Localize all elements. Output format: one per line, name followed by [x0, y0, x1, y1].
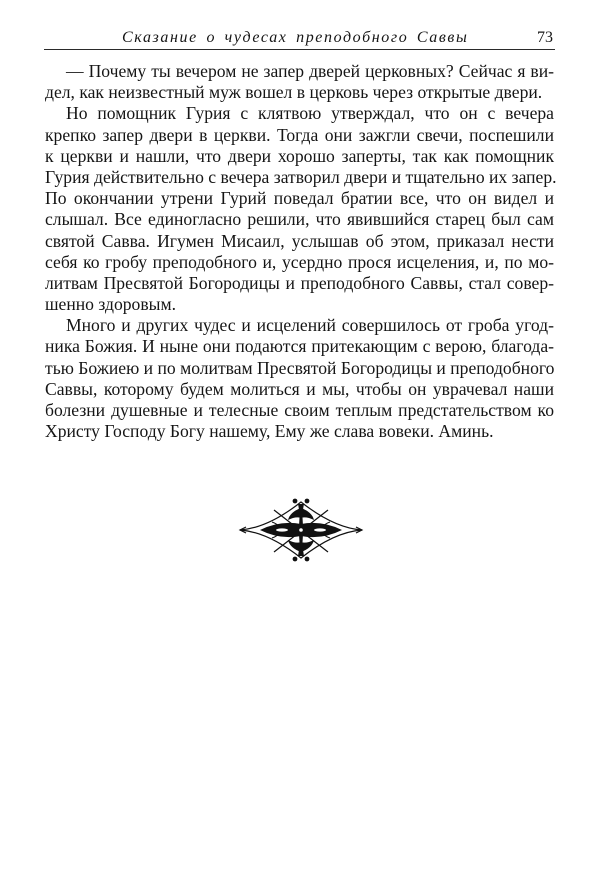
- text-line: — Почему ты вечером не запер дверей церковных? Сейчас я ви-: [66, 61, 554, 81]
- body-text: [45, 61, 557, 442]
- text-line: себя ко гробу преподобного и, усердно прося исцеления, и, по мо-: [45, 251, 554, 272]
- text-line: Саввы, которому будем молиться и мы, чтобы он уврачевал наши: [45, 378, 554, 399]
- text-line: литвам Пресвятой Богородицы и преподобного Саввы, стал совер-: [45, 272, 554, 293]
- page-number: 73: [537, 29, 553, 46]
- running-header: [44, 26, 555, 50]
- text-line: Гурия действительно с вечера затворил двери и тщательно их запер.: [45, 166, 557, 187]
- text-line: ника Божия. И ныне они подаются притекающим с верою, благода-: [45, 336, 554, 357]
- text-line: святой Савва. Игумен Мисаил, услышав об этом, приказал нести: [45, 230, 554, 251]
- text-line: Много и других чудес и исцелений совершилось от гроба угод-: [66, 315, 554, 336]
- text-line: Но помощник Гурия с клятвою утверждал, что он с вечера: [66, 103, 554, 124]
- text-line: к церкви и нашли, что двери хорошо заперты, так как помощник: [45, 145, 554, 166]
- text-line: тью Божиею и по молитвам Пресвятой Богородицы и преподобного: [45, 357, 555, 378]
- text-line: шенно здоровым.: [45, 294, 177, 315]
- text-line: болезни душевные и телесные своим теплым предстательством ко: [45, 400, 554, 420]
- text-line: слышал. Все единогласно решили, что явившийся старец был сам: [45, 209, 554, 230]
- text-line: дел, как неизвестный муж вошел в церковь через открытые двери.: [45, 82, 543, 103]
- text-line: Христу Господу Богу нашему, Ему же слава вовеки. Аминь.: [45, 421, 494, 442]
- text-line: По окончании утрени Гурий поведал братии все, что он видел и: [45, 188, 554, 209]
- text-line: крепко запер двери в церкви. Тогда они зажгли свечи, поспешили: [45, 124, 554, 145]
- floral-diamond-ornament-icon: [238, 494, 364, 564]
- running-title: Сказание о чудесах преподобного Саввы: [122, 29, 469, 46]
